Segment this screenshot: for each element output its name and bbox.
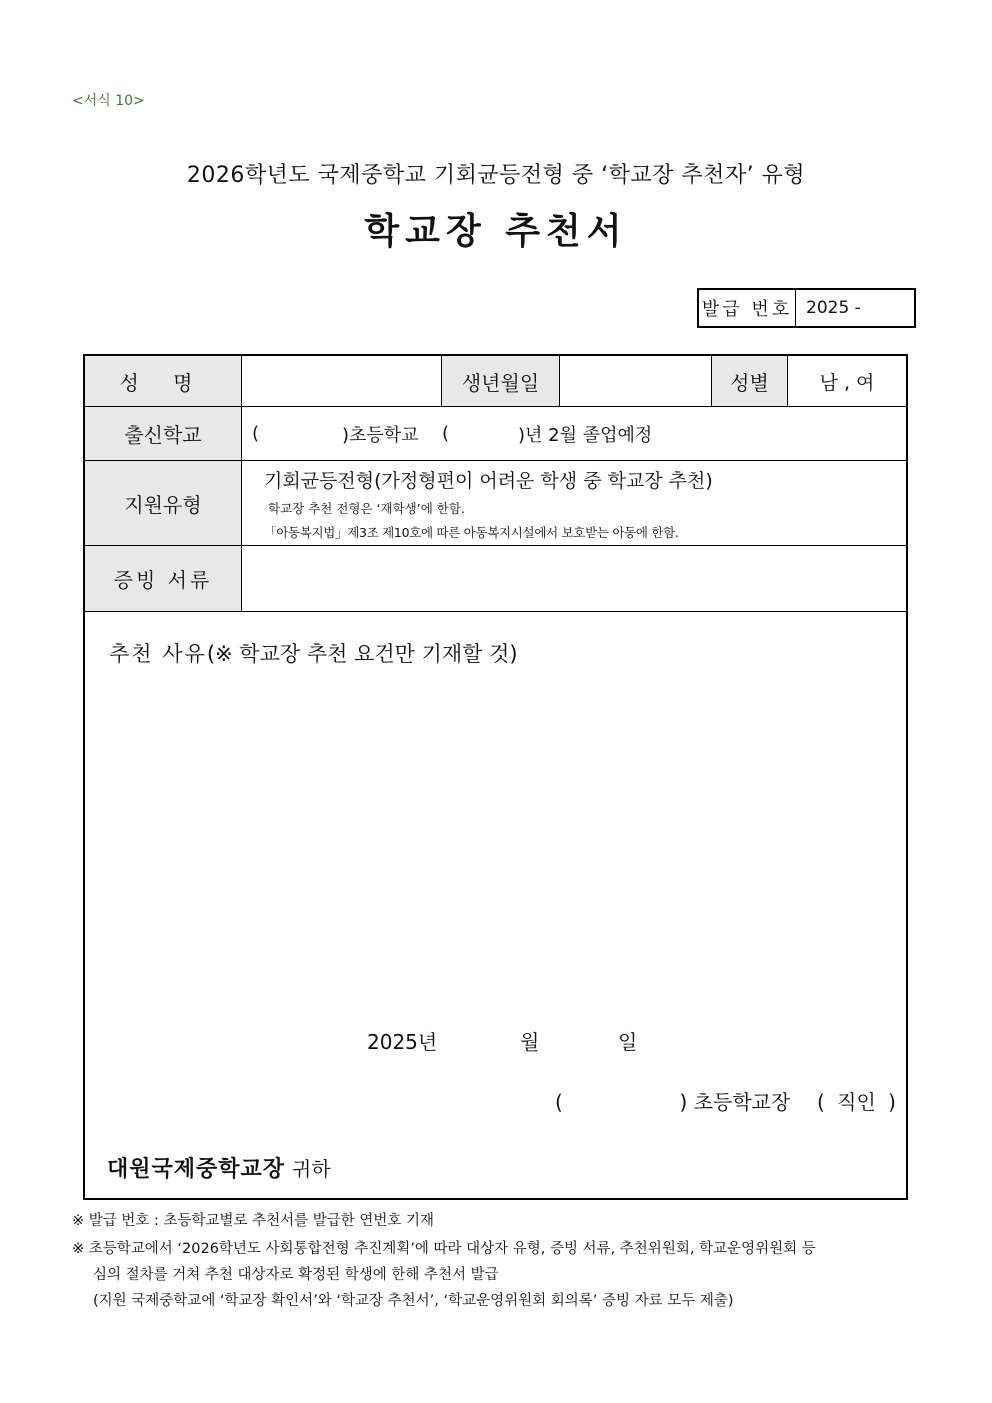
reason-heading	[109, 638, 518, 668]
issue-number-box	[697, 288, 916, 328]
year-paren-open: (	[442, 423, 450, 444]
document-subtitle: 2026학년도 국제중학교 기회균등전형 중 ‘학교장 추천자’ 유형	[186, 163, 806, 188]
reason-section[interactable]	[85, 612, 906, 1198]
addressee	[107, 1152, 331, 1183]
type-note-2: 「아동복지법」제3조 제10호에 따른 아동복지시설에서 보호받는 아동에 한함.	[264, 525, 679, 540]
school-field[interactable]	[242, 407, 906, 460]
seal-mark: ( 직인 )	[817, 1090, 896, 1114]
reason-title: 추천 사유	[109, 642, 207, 666]
reason-hint: (※ 학교장 추천 요건만 기재할 것)	[206, 642, 518, 666]
signer-title: ) 초등학교장	[679, 1090, 791, 1114]
row-personal-info	[85, 356, 906, 407]
date-month: 월	[519, 1030, 540, 1054]
type-main-text: 기회균등전형(가정형편이 어려운 학생 중 학교장 추천)	[264, 470, 713, 492]
addressee-suffix: 귀하	[292, 1157, 331, 1181]
gender-label: 성별	[712, 356, 788, 406]
name-label: 성 명	[85, 356, 242, 406]
evidence-field[interactable]	[242, 546, 906, 611]
type-field	[242, 461, 906, 545]
note-process-line-1: ※ 초등학교에서 ‘2026학년도 사회통합전형 추진계획’에 따라 대상자 유형, 증빙 서류, 추천위원회, 학교운영위원회 등	[72, 1241, 816, 1257]
school-suffix: )초등학교	[342, 424, 419, 446]
school-paren-open: (	[252, 423, 260, 444]
signer-paren-open: (	[555, 1090, 563, 1114]
date-year: 2025년	[367, 1030, 438, 1054]
issue-date	[367, 1026, 637, 1055]
addressee-name: 대원국제중학교장	[107, 1157, 286, 1182]
type-label: 지원유형	[85, 461, 242, 545]
note-issue-number: ※ 발급 번호 : 초등학교별로 추천서를 발급한 연번호 기재	[72, 1213, 435, 1229]
form-code: <서식 10>	[72, 93, 145, 109]
note-process-line-3: (지원 국제중학교에 ‘학교장 확인서’와 ‘학교장 추천서’, ‘학교운영위원회 회의록’ 증빙 자료 모두 제출)	[93, 1293, 734, 1309]
note-process-line-2: 심의 절차를 거쳐 추천 대상자로 확정된 학생에 한해 추천서 발급	[93, 1267, 499, 1283]
document-title: 학교장 추천서	[364, 211, 628, 252]
recommendation-form	[83, 354, 908, 1200]
school-label: 출신학교	[85, 407, 242, 460]
row-evidence	[85, 546, 906, 612]
name-field[interactable]	[242, 356, 442, 406]
date-day: 일	[617, 1030, 638, 1054]
issue-number-field[interactable]: 2025 -	[806, 298, 861, 318]
birth-label: 생년월일	[442, 356, 560, 406]
gender-options[interactable]: 남 , 여	[819, 371, 875, 394]
graduation-text: )년 2월 졸업예정	[518, 424, 653, 446]
type-note-1: 학교장 추천 전형은 ‘재학생’에 한함.	[268, 501, 465, 516]
row-school	[85, 407, 906, 461]
signer-line	[555, 1086, 896, 1115]
evidence-label: 증빙 서류	[85, 546, 242, 611]
row-application-type	[85, 461, 906, 546]
issue-number-label: 발급 번호	[699, 290, 796, 326]
birth-field[interactable]	[560, 356, 712, 406]
